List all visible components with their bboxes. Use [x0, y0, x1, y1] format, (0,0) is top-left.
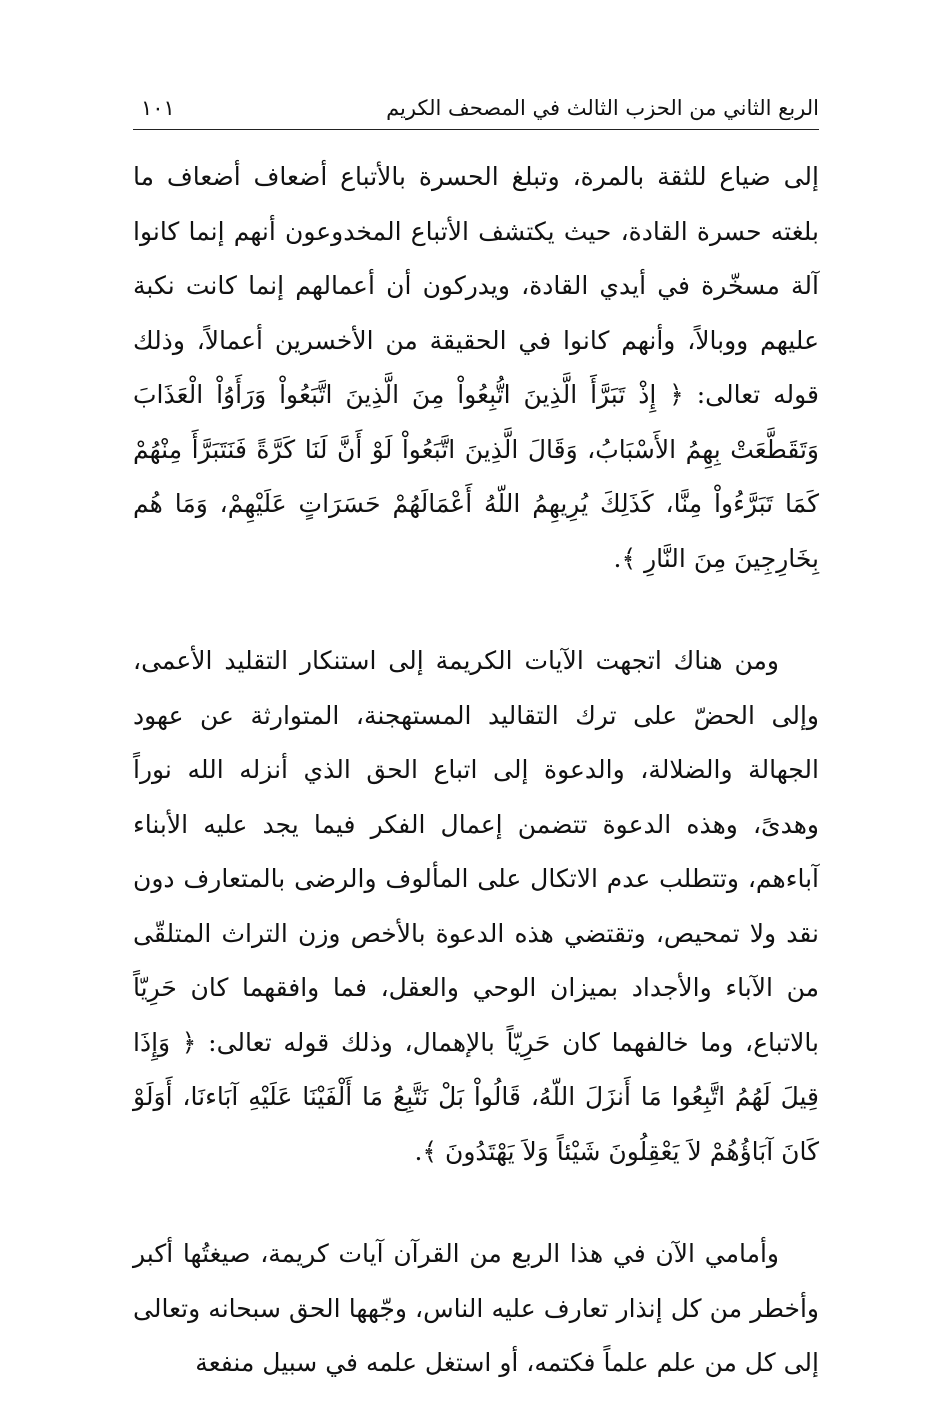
running-title: الربع الثاني من الحزب الثالث في المصحف الكريم — [386, 96, 819, 120]
paragraph-2: ومن هناك اتجهت الآيات الكريمة إلى استنكار التقليد الأعمى، وإلى الحضّ على ترك التقاليد المستهجنة، المتوارثة عن عهود الجهالة والضلالة، والدعوة إلى اتباع الحق الذي أنزله الله نوراً وهدىً، وهذه الدعوة تتضمن إعمال الفكر فيما يجد عليه الأبناء آباءهم، وتتطلب عدم الاتكال على المألوف والرضى بالمتعارف دون نقد ولا تمحيص، وتقتضي هذه الدعوة بالأخص وزن التراث المتلقّى من الآباء والأجداد بميزان الوحي والعقل، فما وافقهما كان حَرِيّاً بالاتباع، وما خالفهما كان حَرِيّاً بالإهمال، وذلك قوله تعالى: ﴿ وَإِذَا قِيلَ لَهُمُ اتَّبِعُوا مَا أَنزَلَ اللّهُ، قَالُواْ بَلْ نَتَّبِعُ مَا أَلْفَيْنَا عَلَيْهِ آبَاءنَا، أَوَلَوْ كَانَ آبَاؤُهُمْ لاَ يَعْقِلُونَ شَيْئاً وَلاَ يَهْتَدُونَ ﴾. — [133, 646, 819, 1166]
page-number: ١٠١ — [141, 96, 175, 120]
paragraph-3: وأمامي الآن في هذا الربع من القرآن آيات كريمة، صيغتُها أكبر وأخطر من كل إنذار تعارف عليه الناس، وجّهها الحق سبحانه وتعالى إلى كل من علم علماً فكتمه، أو استغل علمه في سبيل منفعة — [133, 1239, 819, 1377]
paragraph-1: إلى ضياع للثقة بالمرة، وتبلغ الحسرة بالأتباع أضعاف أضعاف ما بلغته حسرة القادة، حيث يكتشف الأتباع المخدوعون أنهم إنما كانوا آلة مسخّرة في أيدي القادة، ويدركون أن أعمالهم إنما كانت نكبة عليهم ووبالاً، وأنهم كانوا في الحقيقة من الأخسرين أعمالاً، وذلك قوله تعالى: ﴿ إِذْ تَبَرَّأَ الَّذِينَ اتُّبِعُواْ مِنَ الَّذِينَ اتَّبَعُواْ وَرَأَوُاْ الْعَذَابَ وَتَقَطَّعَتْ بِهِمُ الأَسْبَابُ، وَقَالَ الَّذِينَ اتَّبَعُواْ لَوْ أَنَّ لَنَا كَرَّةً فَنَتَبَرَّأَ مِنْهُمْ كَمَا تَبَرَّءُواْ مِنَّا، كَذَلِكَ يُرِيهِمُ اللّهُ أَعْمَالَهُمْ حَسَرَاتٍ عَلَيْهِمْ، وَمَا هُم بِخَارِجِينَ مِنَ النَّارِ ﴾. — [133, 162, 819, 573]
body-text — [133, 150, 819, 1391]
running-header — [133, 92, 819, 130]
header-divider — [133, 129, 819, 130]
